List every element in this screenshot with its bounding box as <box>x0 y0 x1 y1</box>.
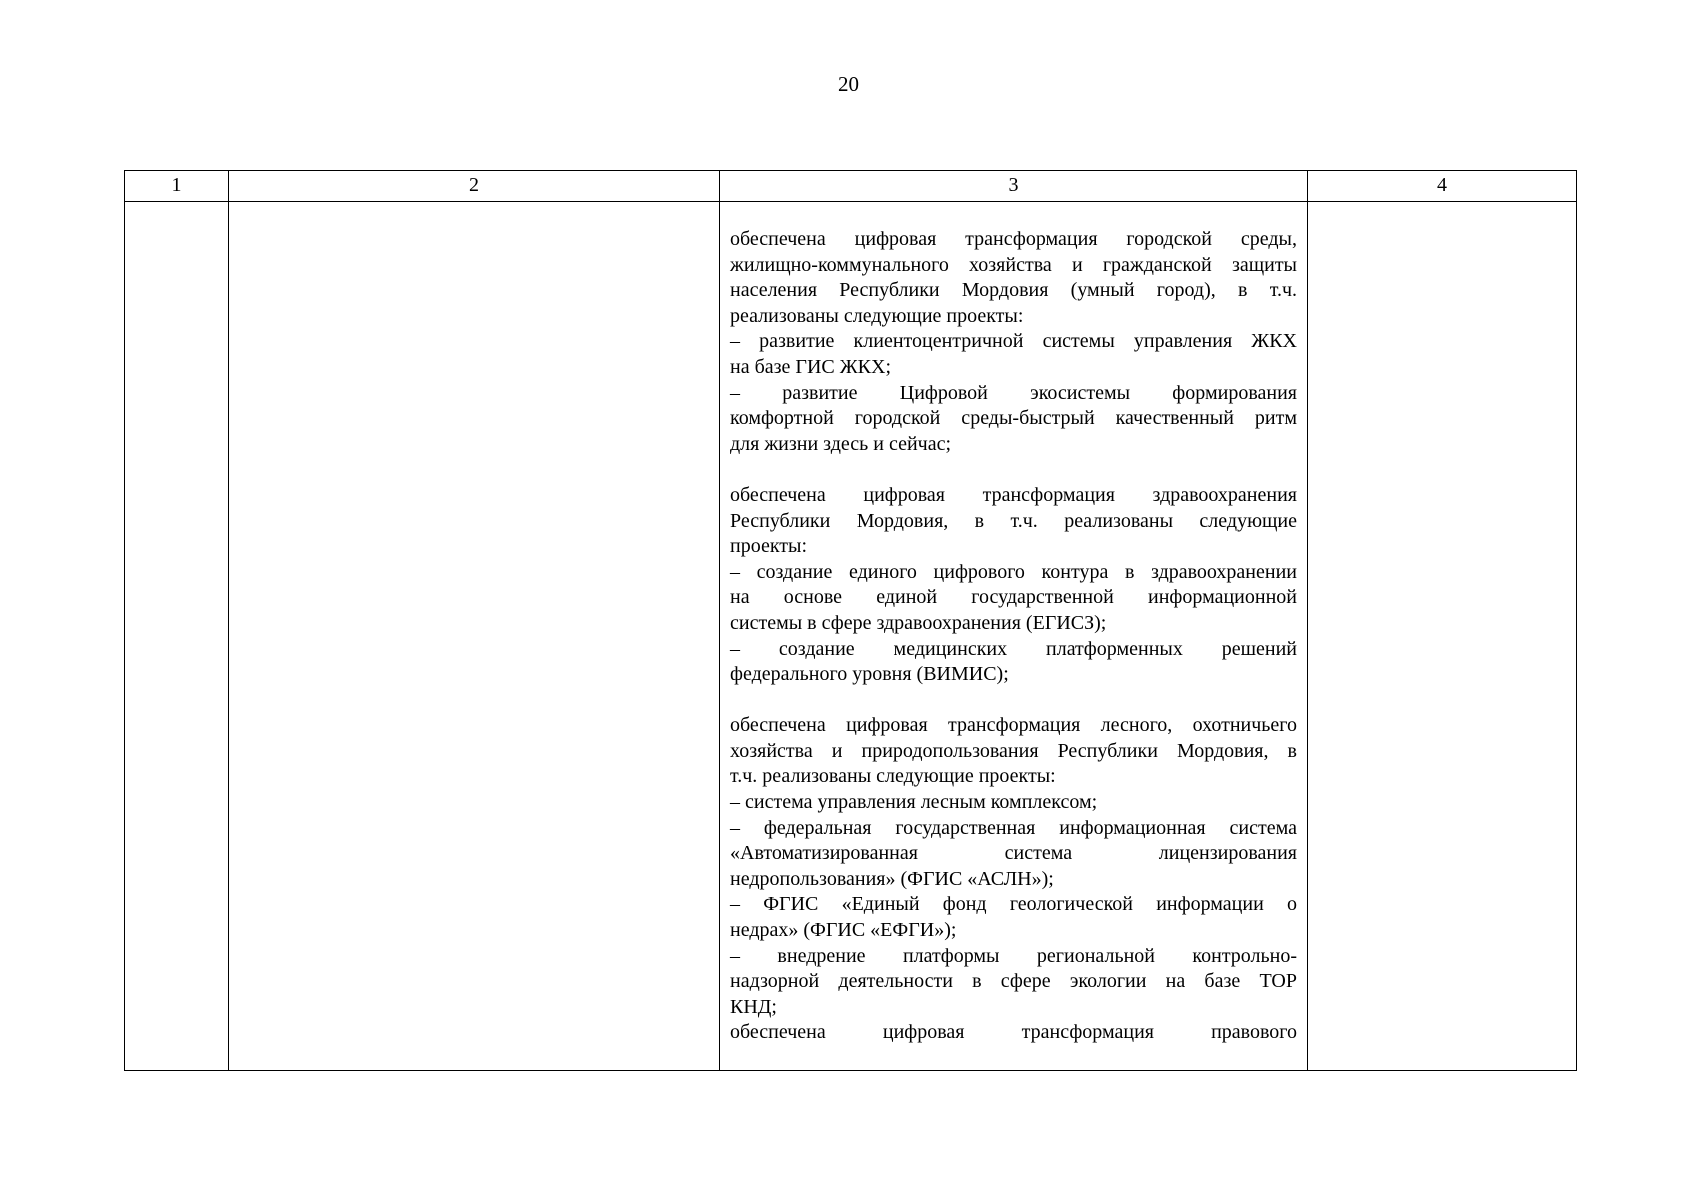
text-line: жилищно-коммунального хозяйства и гражданской защиты <box>730 253 1297 276</box>
text-line: недропользования» (ФГИС «АСЛН»); <box>730 867 1054 890</box>
list-item <box>730 381 1297 458</box>
text-line: населения Республики Мордовия (умный город), в т.ч. <box>730 279 1297 302</box>
column-header-3: 3 <box>720 171 1308 202</box>
column-header-1: 1 <box>125 171 229 202</box>
text-line: – развитие клиентоцентричной системы управления ЖКХ <box>730 330 1297 353</box>
list-item <box>730 892 1297 943</box>
text-line: Республики Мордовия, в т.ч. реализованы следующие <box>730 509 1297 532</box>
text-line: проекты: <box>730 535 808 558</box>
text-line: для жизни здесь и сейчас; <box>730 432 952 455</box>
paragraph-legal <box>730 1020 1297 1046</box>
paragraph-healthcare <box>730 483 1297 560</box>
text-line: – создание медицинских платформенных решений <box>730 637 1297 660</box>
text-line: хозяйства и природопользования Республики Мордовия, в <box>730 739 1297 762</box>
text-line: – ФГИС «Единый фонд геологической информации о <box>730 893 1297 916</box>
text-line: реализованы следующие проекты: <box>730 304 1024 327</box>
text-line: комфортной городской среды-быстрый качественный ритм <box>730 407 1297 430</box>
text-line: федерального уровня (ВИМИС); <box>730 663 1009 686</box>
cell-column-4 <box>1308 202 1577 1071</box>
table-row <box>125 202 1577 1071</box>
text-line: обеспечена цифровая трансформация правового <box>730 1021 1297 1044</box>
list-item <box>730 637 1297 688</box>
paragraph-forestry <box>730 713 1297 790</box>
page-number: 20 <box>838 72 859 96</box>
cell-column-2 <box>229 202 720 1071</box>
column-header-4: 4 <box>1308 171 1577 202</box>
text-line: обеспечена цифровая трансформация здравоохранения <box>730 483 1297 506</box>
list-item <box>730 329 1297 380</box>
text-line: – развитие Цифровой экосистемы формирования <box>730 381 1297 404</box>
text-line: надзорной деятельности в сфере экологии на базе ТОР <box>730 970 1297 993</box>
data-table <box>124 170 1577 1071</box>
text-line: на основе единой государственной информационной <box>730 586 1297 609</box>
text-line: недрах» (ФГИС «ЕФГИ»); <box>730 919 957 942</box>
text-line: т.ч. реализованы следующие проекты: <box>730 765 1056 788</box>
table-header-row <box>125 171 1577 202</box>
list-item <box>730 944 1297 1021</box>
paragraph-smart-city <box>730 227 1297 329</box>
list-item <box>730 560 1297 637</box>
text-line: «Автоматизированная система лицензирования <box>730 842 1297 865</box>
text-line: – система управления лесным комплексом; <box>730 791 1098 814</box>
column-header-2: 2 <box>229 171 720 202</box>
list-item <box>730 790 1297 816</box>
text-line: – федеральная государственная информационная система <box>730 816 1297 839</box>
text-line: на базе ГИС ЖКХ; <box>730 355 892 378</box>
text-line: обеспечена цифровая трансформация лесного, охотничьего <box>730 714 1297 737</box>
text-line: – внедрение платформы региональной контрольно- <box>730 944 1297 967</box>
text-line: – создание единого цифрового контура в здравоохранении <box>730 560 1297 583</box>
text-line: системы в сфере здравоохранения (ЕГИСЗ); <box>730 611 1107 634</box>
cell-column-3 <box>720 202 1308 1071</box>
text-line: обеспечена цифровая трансформация городской среды, <box>730 228 1297 250</box>
text-line: КНД; <box>730 995 777 1018</box>
cell-column-1 <box>125 202 229 1071</box>
list-item <box>730 816 1297 893</box>
